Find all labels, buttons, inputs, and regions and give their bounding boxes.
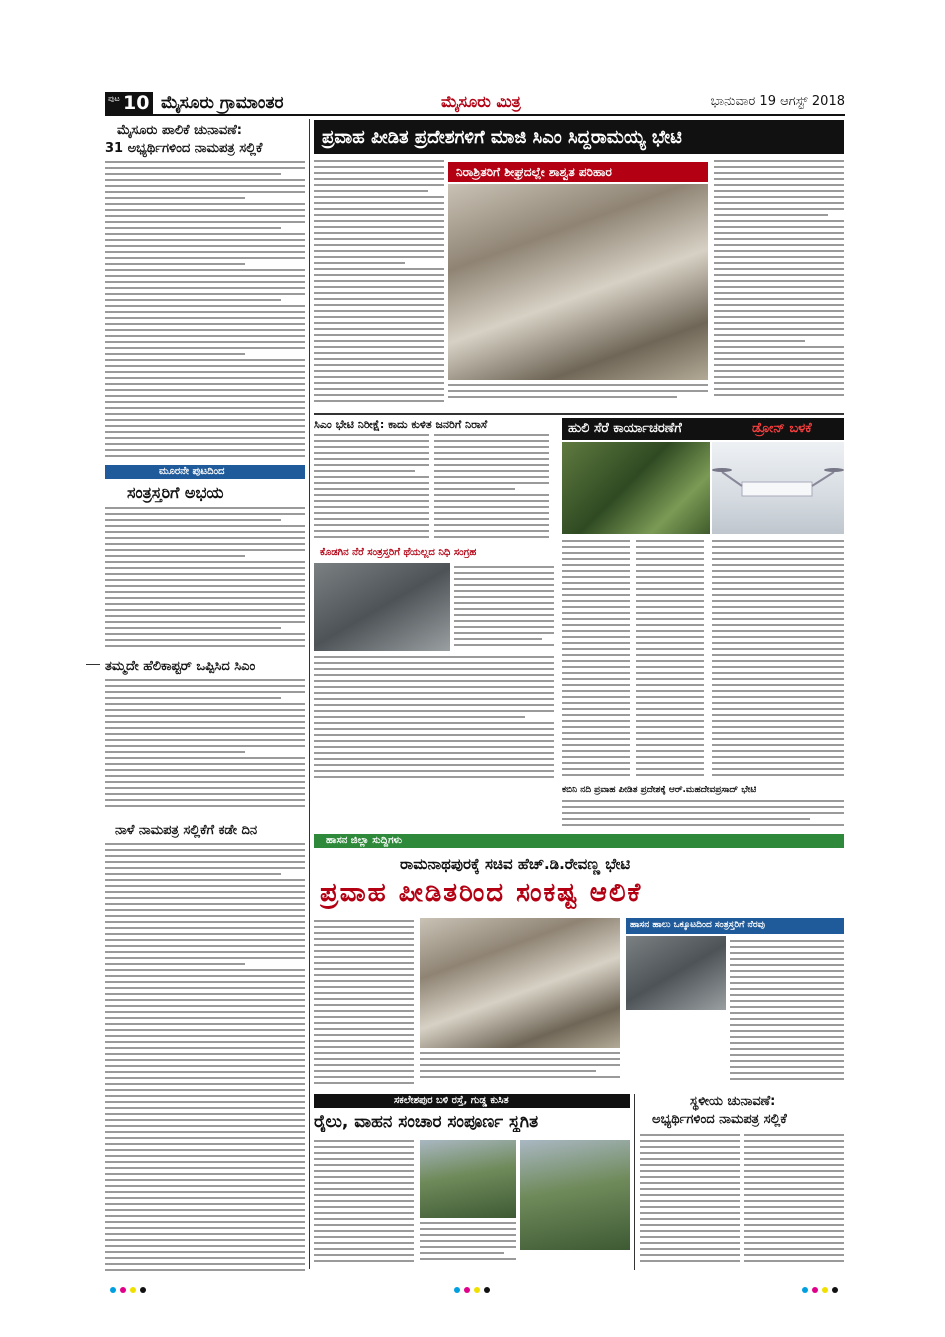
left-h2: ಸಂತ್ರಸ್ತರಿಗೆ ಅಭಯ	[127, 483, 224, 502]
left-story-2-text	[105, 507, 305, 655]
landslide-band	[314, 1094, 630, 1108]
print-marks-center	[452, 1280, 512, 1290]
lead-subhead-bar	[448, 162, 708, 182]
drone-text	[712, 540, 844, 780]
drone-word: ಡ್ರೋನ್ ಬಳಕೆ	[752, 421, 812, 436]
masthead	[105, 92, 845, 116]
lead-photo	[448, 184, 708, 380]
continued-band-label: ಮೂರನೇ ಪುಟದಿಂದ	[159, 466, 225, 477]
elephant-text	[562, 540, 630, 780]
railway-photo	[520, 1140, 630, 1250]
lead-col-1-text	[314, 160, 444, 410]
landslide-text	[314, 1140, 414, 1270]
hassan-text-2	[420, 1052, 620, 1090]
local-election-headline: ಅಭ್ಯರ್ಥಿಗಳಿಂದ ನಾಮಪತ್ರ ಸಲ್ಲಿಕೆ	[652, 1112, 787, 1127]
cm-visit-headline: ಸಿಎಂ ಭೇಟಿ ನಿರೀಕ್ಷೆ: ಕಾದು ಕುಳಿತ ಜನರಿಗೆ ನಿರಾಸೆ	[314, 418, 488, 431]
cm-visit-text-2	[434, 434, 549, 544]
masthead-logo: ಮೈಸೂರು ಮಿತ್ರ	[441, 92, 521, 111]
local-election-text-2	[744, 1134, 844, 1270]
hassan-band	[314, 834, 844, 848]
continued-band	[105, 465, 305, 479]
kodagu-text-2	[314, 656, 554, 782]
elephant-headline-bar	[562, 418, 844, 440]
local-election-text	[640, 1134, 740, 1270]
kodagu-text	[454, 566, 554, 652]
lead-headline: ಪ್ರವಾಹ ಪೀಡಿತ ಪ್ರದೇಶಗಳಿಗೆ ಮಾಜಿ ಸಿಎಂ ಸಿದ್ದರಾಮಯ್ಯ ಭೇಟಿ	[322, 127, 682, 148]
landslide-headline: ರೈಲು, ವಾಹನ ಸಂಚಾರ ಸಂಪೂರ್ಣ ಸ್ಥಗಿತ	[314, 1112, 539, 1132]
lead-col-3-text	[714, 160, 844, 410]
hassan-text-1	[314, 920, 414, 1090]
left-column	[105, 119, 305, 1269]
kabini-text	[562, 800, 844, 832]
milk-photo	[626, 936, 726, 1010]
left-h3: ತಮ್ಮದೇ ಹೆಲಿಕಾಪ್ಟರ್ ಒಪ್ಪಿಸಿದ ಸಿಎಂ	[105, 659, 256, 674]
local-election-kicker: ಸ್ಥಳೀಯ ಚುನಾವಣೆ:	[690, 1094, 776, 1109]
margin-tick	[86, 664, 100, 665]
elephant-text-2	[636, 540, 704, 780]
page-number-box	[105, 92, 153, 114]
lead-photo-caption	[448, 384, 708, 412]
elephant-photo	[562, 442, 710, 534]
milk-headline: ಹಾಸನ ಹಾಲು ಒಕ್ಕೂಟದಿಂದ ಸಂತ್ರಸ್ತರಿಗೆ ನೆರವು	[630, 920, 765, 930]
kabini-headline: ಕಬಿನಿ ನದಿ ಪ್ರವಾಹ ಪೀಡಿತ ಪ್ರದೇಶಕ್ಕೆ ಆರ್.ಮಹದೇವಪ್ರಸಾದ್ ಭೇಟಿ	[562, 785, 757, 795]
bus-photo	[420, 1140, 516, 1218]
drone-icon	[712, 442, 844, 534]
elephant-headline: ಹುಲಿ ಸೆರೆ ಕಾರ್ಯಾಚರಣೆಗೆ	[568, 421, 682, 436]
page-number: 10	[123, 92, 150, 114]
print-marks-left	[108, 1280, 168, 1290]
landslide-text-2	[420, 1222, 516, 1270]
milk-text	[730, 940, 844, 1090]
left-story-3-text	[105, 679, 305, 819]
left-kicker: ಮೈಸೂರು ಪಾಲಿಕೆ ಚುನಾವಣೆ:	[117, 123, 242, 138]
landslide-band-label: ಸಕಲೇಶಪುರ ಬಳಿ ರಸ್ತೆ, ಗುಡ್ಡ ಕುಸಿತ	[394, 1095, 509, 1106]
drone-photo	[712, 442, 844, 534]
lead-subhead: ನಿರಾಶ್ರಿತರಿಗೆ ಶೀಘ್ರದಲ್ಲೇ ಶಾಶ್ವತ ಪರಿಹಾರ	[456, 165, 612, 179]
print-marks-right	[800, 1280, 860, 1290]
hassan-photo	[420, 918, 620, 1048]
lead-headline-bar	[314, 120, 844, 154]
section-title: ಮೈಸೂರು ಗ್ರಾಮಾಂತರ	[161, 93, 284, 113]
hassan-kicker: ರಾಮನಾಥಪುರಕ್ಕೆ ಸಚಿವ ಹೆಚ್.ಡಿ.ರೇವಣ್ಣ ಭೇಟಿ	[400, 855, 631, 873]
left-h4: ನಾಳೆ ನಾಮಪತ್ರ ಸಲ್ಲಿಕೆಗೆ ಕಡೇ ದಿನ	[115, 823, 258, 838]
cm-visit-text	[314, 434, 429, 544]
hassan-band-label: ಹಾಸನ ಜಿಲ್ಲಾ ಸುದ್ದಿಗಳು	[326, 835, 403, 846]
kodagu-headline: ಕೊಡಗಿನ ನೆರೆ ಸಂತ್ರಸ್ತರಿಗೆ ಥೆಯಲ್ಲದ ನಿಧಿ ಸಂಗ್ರಹ	[320, 547, 477, 558]
left-story-4-text	[105, 843, 305, 1283]
hassan-headline: ಪ್ರವಾಹ ಪೀಡಿತರಿಂದ ಸಂಕಷ್ಟ ಆಲಿಕೆ	[320, 878, 643, 908]
milk-head-bar	[626, 918, 844, 934]
kodagu-photo	[314, 563, 450, 651]
issue-date: ಭಾನುವಾರ 19 ಆಗಸ್ಟ್ 2018	[710, 94, 845, 109]
page-label: ಪುಟ	[108, 94, 120, 103]
left-story-1-text	[105, 161, 305, 461]
left-headline: 31 ಅಭ್ಯರ್ಥಿಗಳಿಂದ ನಾಮಪತ್ರ ಸಲ್ಲಿಕೆ	[105, 141, 263, 156]
